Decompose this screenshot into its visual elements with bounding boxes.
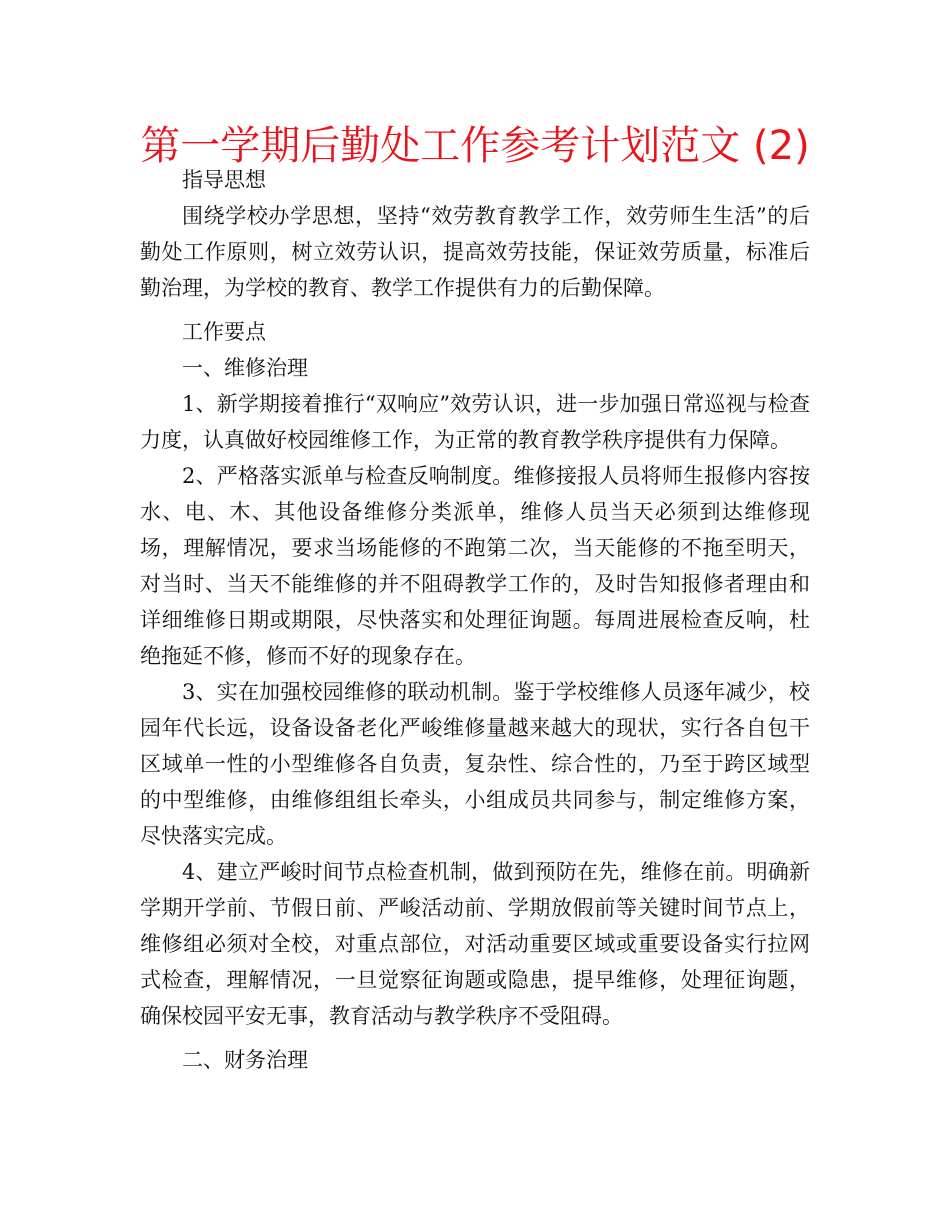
paragraph-item-3: 3、实在加强校园维修的联动机制。鉴于学校维修人员逐年减少，校园年代长远，设备设备老化严峻维修量越来越大的现状，实行各自包干区域单一性的小型维修各自负责，复杂性、综合性的，乃至于跨区域型的中型维修，由维修组组长牵头，小组成员共同参与，制定维修方案，尽快落实完成。 [140,680,810,848]
paragraph-item-2: 2、严格落实派单与检查反响制度。维修接报人员将师生报修内容按水、电、木、其他设备维修分类派单，维修人员当天必须到达维修现场，理解情况，要求当场能修的不跑第二次，当天能修的不拖至明天，对当时、当天不能维修的并不阻碍教学工作的，及时告知报修者理由和详细维修日期或期限，尽快落实和处理征询题。每周进展检查反响，杜绝拖延不修，修而不好的现象存在。 [140,464,810,668]
paragraph-guiding-thought: 围绕学校办学思想，坚持“效劳教育教学工作，效劳师生生活”的后勤处工作原则，树立效劳认识，提高效劳技能，保证效劳质量，标准后勤治理，为学校的教育、教学工作提供有力的后勤保障。 [140,204,810,300]
document-title: 第一学期后勤处工作参考计划范文 (2) [140,123,810,169]
heading-guiding-thought: 指导思想 [182,168,266,192]
heading-finance: 二、财务治理 [182,1048,308,1072]
heading-work-points: 工作要点 [182,320,266,344]
paragraph-item-1: 1、新学期接着推行“双响应”效劳认识，进一步加强日常巡视与检查力度，认真做好校园维修工作，为正常的教育教学秩序提供有力保障。 [140,392,810,452]
heading-maintenance: 一、维修治理 [182,356,308,380]
paragraph-item-4: 4、建立严峻时间节点检查机制，做到预防在先，维修在前。明确新学期开学前、节假日前、严峻活动前、学期放假前等关键时间节点上，维修组必须对全校，对重点部位，对活动重要区域或重要设备实行拉网式检查，理解情况，一旦觉察征询题或隐患，提早维修，处理征询题，确保校园平安无事，教育活动与教学秩序不受阻碍。 [140,860,810,1028]
document-body [140,162,810,1078]
